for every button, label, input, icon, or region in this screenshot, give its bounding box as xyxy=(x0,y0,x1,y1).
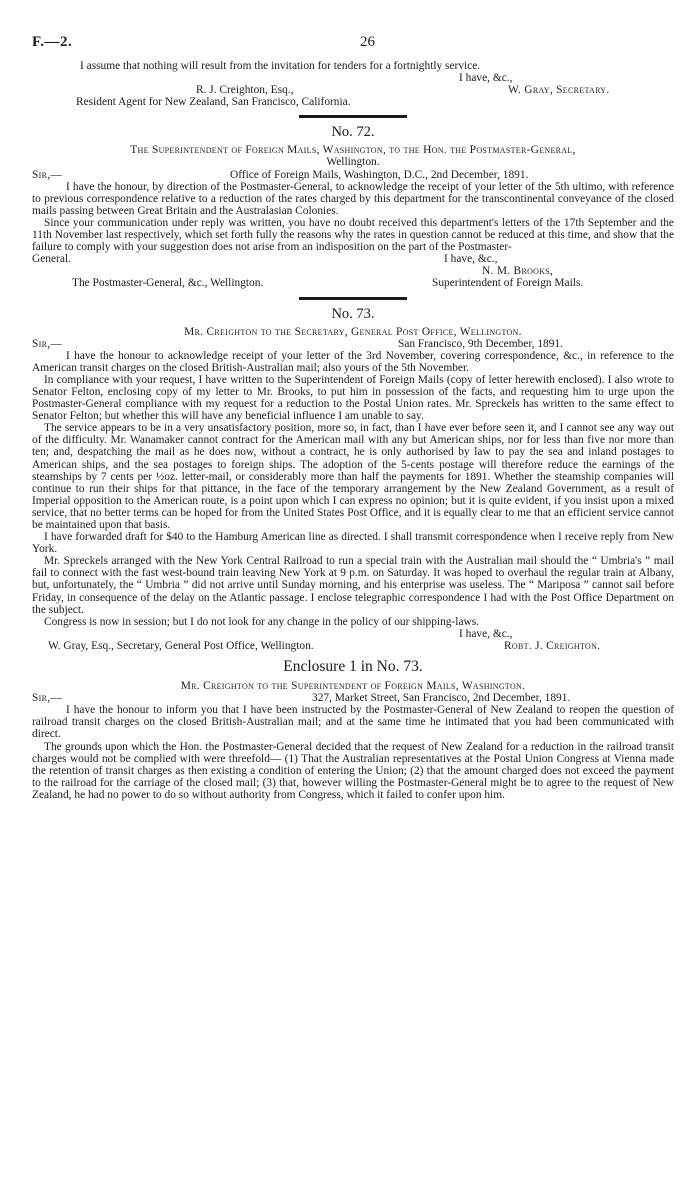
letter-paragraph: I have the honour, by direction of the Postmaster-General, to acknowledge the receipt of your letter of the 5th ultimo, with reference to previous correspondence relative to a reduction of the rates charged by this department for the transcontinental conveyance of the closed mails passing between Great Britain and the Australasian Colonies. xyxy=(32,180,674,217)
recipient-row xyxy=(32,277,674,289)
letter-paragraph: I have the honour to inform you that I have been instructed by the Postmaster-General of New Zealand to reopen the question of railroad transit charges on the closed British-Australian mail; and at the same time he intimated that you had been communicated with direct. xyxy=(32,704,674,741)
closing-row xyxy=(32,628,674,640)
intro-recipient: R. J. Creighton, Esq., xyxy=(196,84,294,97)
page-content xyxy=(32,60,674,801)
salutation: Sir,— xyxy=(32,337,63,350)
letter-closing: I have, &c., xyxy=(459,627,513,640)
salutation: Sir,— xyxy=(32,168,63,181)
letter-paragraph: The service appears to be in a very unsatisfactory position, more so, in fact, than I have ever before seen it, and I cannot see any way out of the difficulty. Mr. Wanamaker cannot contract for the American mail with any but American ships, nor for less than five nor more than ten; and, despatching the mail as he does now, without a contract, he is only authorised by law to pay the sea and inland postages to American ships, and the sea postages to foreign ships. The adoption of the 5-cents postage will therefore reduce the earnings of the steamships by 7 cents per ½oz. letter-mail, or considerably more than half the payments for 1891. Whether the steamship companies will continue to run their ships for that pittance, in the face of the temporary arrangement by the New Zealand Government, as a result of Imperial opposition to the American route, is a point upon which I can express no opinion; but it is quite evident, if you insist upon a mixed service, that no better terms can be hoped for from the United States Post Office, and it is equally clear to me that an efficient service cannot be maintained upon that basis. xyxy=(32,422,674,531)
signature-name: Robt. J. Creighton. xyxy=(504,639,601,652)
salutation-row xyxy=(32,169,674,181)
letter-paragraph: Congress is now in session; but I do not look for any change in the policy of our shipping-laws. xyxy=(44,615,480,628)
section-divider xyxy=(299,115,407,118)
signature-title: Superintendent of Foreign Mails. xyxy=(432,277,584,290)
letter-from-line: Mr. Creighton to the Superintendent of Foreign Mails, Washington. xyxy=(180,680,526,693)
letter-paragraph: I have the honour to acknowledge receipt of your letter of the 3rd November, covering correspondence, &c., in reference to the American transit charges on the closed British-Australian mail; also yours of the 5th November. xyxy=(32,349,674,374)
intro-recipient2-row xyxy=(32,96,674,108)
place-date: San Francisco, 9th December, 1891. xyxy=(398,337,563,350)
salutation: Sir,— xyxy=(32,692,63,705)
intro-closing: I have, &c., xyxy=(459,72,513,85)
letter-closing: I have, &c., xyxy=(444,253,498,266)
letter-heading: No. 72. xyxy=(331,124,375,141)
closing-row xyxy=(32,253,674,265)
letter-no-72 xyxy=(32,124,674,289)
intro-letter-tail xyxy=(32,60,674,108)
intro-recipient-address: Resident Agent for New Zealand, San Francisco, California. xyxy=(76,96,351,109)
section-divider xyxy=(299,297,407,300)
signature-name: N. M. Brooks, xyxy=(482,265,554,278)
letter-from-line-2: Wellington. xyxy=(326,156,380,169)
page-header xyxy=(32,36,672,56)
letter-paragraph: In compliance with your request, I have written to the Superintendent of Foreign Mails (copy of letter herewith enclosed). I also wrote to Senator Felton, enclosing copy of my letter to Mr. Brooks, to put him in possession of the facts, and requesting him to urge upon the Postmaster-General compliance with my request for a reduction to the Postal Union rates. Mr. Spreckels has written to the same effect to Senator Felton; but whether this will have any beneficial influence I am unable to say. xyxy=(32,373,674,423)
document-reference: F.—2. xyxy=(32,34,73,50)
place-date: 327, Market Street, San Francisco, 2nd December, 1891. xyxy=(312,692,571,705)
salutation-row xyxy=(32,338,674,350)
letter-paragraph: I have forwarded draft for $40 to the Hamburg American line as directed. I shall transmit correspondence when I receive reply from New York. xyxy=(32,531,674,556)
enclosure-1-no-73 xyxy=(32,658,674,801)
letter-no-73 xyxy=(32,306,674,653)
letter-paragraph: Since your communication under reply was written, you have no doubt received this department's letters of the 17th September and the 11th November last respectively, which set forth fully the reasons why the rates in question cannot be reduced at this time, and show that the failure to comply with your suggestion does not arise from an indisposition on the part of the Postmaster- xyxy=(32,216,674,254)
enclosure-heading: Enclosure 1 in No. 73. xyxy=(283,658,423,676)
letter-paragraph: Mr. Spreckels arranged with the New York Central Railroad to run a special train with the Australian mail should the “ Umbria's ” mail fail to connect with the fast west-bound train leaving New York at 9 p.m. on Saturday. It was hoped to overhaul the regular train at Albany, but, unfortunately, the “ Umbria ” did not arrive until Sunday morning, and his enterprise was useless. The “ Mariposa ” cannot sail before Friday, in consequence of the delay on the Atlantic passage. I enclose telegraphic correspondence I had with the Post Office Department on the subject. xyxy=(32,555,674,616)
letter-paragraph-end: General. xyxy=(32,253,71,266)
recipient-row xyxy=(32,640,674,652)
spacer xyxy=(32,652,674,654)
intro-address-row xyxy=(32,84,674,96)
letter-heading: No. 73. xyxy=(331,305,375,322)
intro-signature: W. Gray, Secretary. xyxy=(508,84,610,97)
signature-row xyxy=(32,265,674,277)
place-date: Office of Foreign Mails, Washington, D.C., 2nd December, 1891. xyxy=(230,168,529,181)
page-number: 26 xyxy=(360,34,375,50)
intro-paragraph: I assume that nothing will result from the invitation for tenders for a fortnightly service. xyxy=(80,60,481,72)
letter-recipient: W. Gray, Esq., Secretary, General Post Office, Wellington. xyxy=(48,639,314,652)
letter-from-line: Mr. Creighton to the Secretary, General Post Office, Wellington. xyxy=(184,325,522,338)
salutation-row xyxy=(32,692,674,704)
letter-paragraph: The grounds upon which the Hon. the Postmaster-General decided that the request of New Zealand for a reduction in the railroad transit charges would not be complied with were threefold— (1) That the Australian representatives at the Postal Union Congress at Vienna made the retention of transit charges as then existing a condition of entering the Union; (2) that the amount charged does not exceed the payment to the railroad for the carriage of the closed mail; (3) that, however willing the Postmaster-General might be to agree to the request of New Zealand, he had no power to do so without authority from Congress, which it failed to confer upon him. xyxy=(32,740,674,801)
intro-closing-row xyxy=(32,72,674,84)
letter-from-line: The Superintendent of Foreign Mails, Washington, to the Hon. the Postmaster-General, xyxy=(130,144,576,157)
letter-recipient: The Postmaster-General, &c., Wellington. xyxy=(72,277,264,290)
